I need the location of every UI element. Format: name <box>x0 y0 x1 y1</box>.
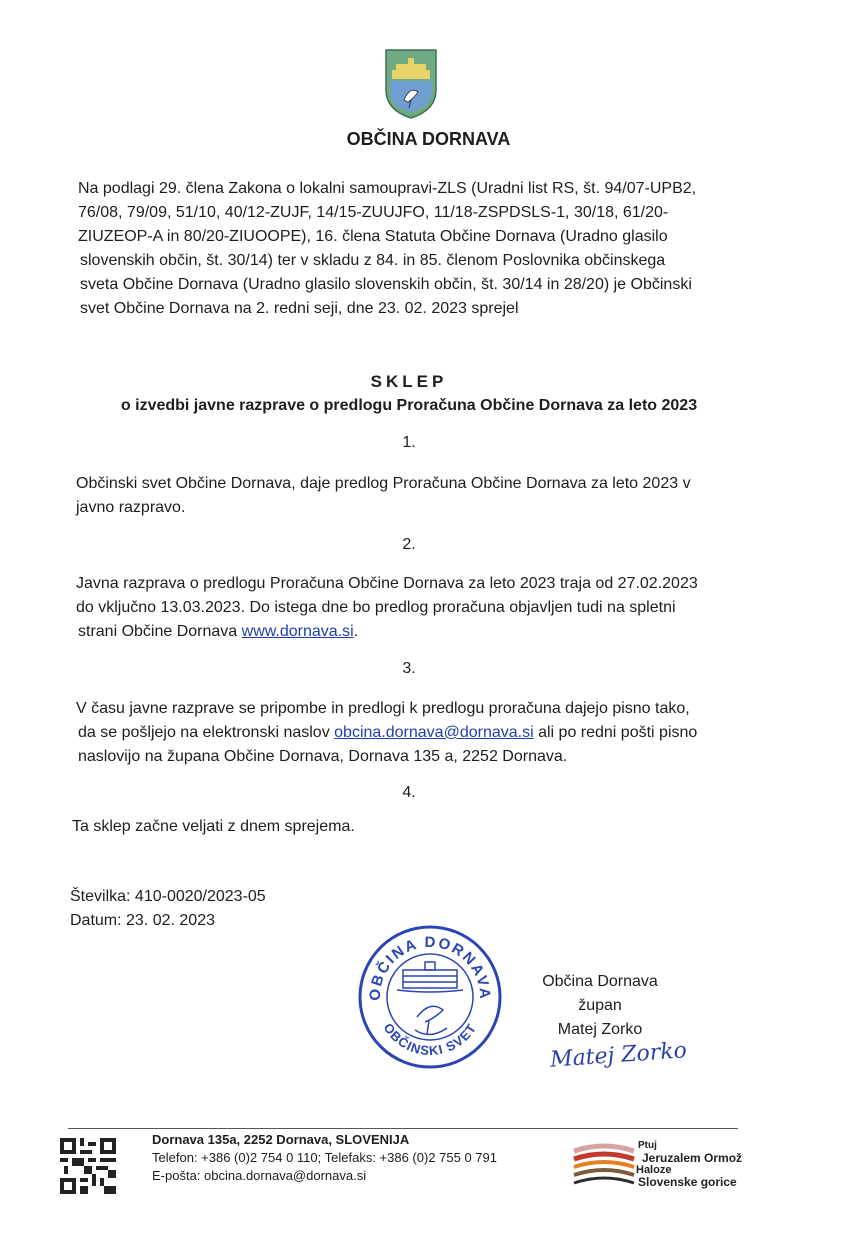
email-link[interactable]: obcina.dornava@dornava.si <box>334 724 534 741</box>
stamp-bottom-text: OBČINSKI SVET <box>380 1020 480 1059</box>
article-text: da se pošljejo na elektronski naslov <box>78 724 335 741</box>
article-line: V času javne razprave se pripombe in predlogi k predlogu proračuna dajejo pisno tako, <box>76 700 690 717</box>
municipality-title: OBČINA DORNAVA <box>346 129 511 149</box>
article-line: Občinski svet Občine Dornava, daje predlog Proračuna Občine Dornava za leto 2023 v <box>76 475 691 492</box>
article-number: 1. <box>402 434 416 451</box>
preamble-line: Na podlagi 29. člena Zakona o lokalni samoupravi-ZLS (Uradni list RS, št. 94/07-UPB2, <box>78 180 697 197</box>
signature-org: Občina Dornava <box>542 973 658 990</box>
official-stamp <box>355 922 505 1072</box>
brand-line: Jeruzalem Ormož <box>642 1151 743 1165</box>
article-body <box>76 697 806 769</box>
article-body <box>76 472 796 520</box>
footer-phone: Telefon: +386 (0)2 754 0 110; Telefaks: +386 (0)2 755 0 791 <box>152 1150 497 1165</box>
municipality-crest-icon <box>384 48 438 120</box>
article-number: 2. <box>402 536 416 553</box>
article-body <box>76 572 796 644</box>
preamble-line: slovenskih občin, št. 30/14) ter v skladu z 84. in 85. členom Poslovnika občinskega <box>80 252 666 269</box>
brand-text <box>634 1140 754 1188</box>
brand-line: Haloze <box>636 1164 672 1176</box>
signature-name: Matej Zorko <box>557 1021 643 1038</box>
article-line: Ta sklep začne veljati z dnem sprejema. <box>72 818 355 835</box>
article-line <box>76 620 796 644</box>
footer-email: E-pošta: obcina.dornava@dornava.si <box>152 1168 367 1183</box>
article-line: naslovijo na župana Občine Dornava, Dornava 135 a, 2252 Dornava. <box>78 748 568 765</box>
article-text: ali po redni pošti pisno <box>533 724 698 741</box>
article-text: strani Občine Dornava <box>78 623 242 640</box>
footer-address: Dornava 135a, 2252 Dornava, SLOVENIJA <box>152 1132 410 1147</box>
document-meta <box>70 885 390 933</box>
footer-divider <box>68 1128 738 1129</box>
handwritten-signature: Matej Zorko <box>549 1038 688 1073</box>
decision-subtitle: o izvedbi javne razprave o predlogu Proračuna Občine Dornava za leto 2023 <box>120 397 698 414</box>
article-number: 4. <box>402 784 416 801</box>
brand-line: Slovenske gorice <box>638 1175 737 1189</box>
article-line: Javna razprava o predlogu Proračuna Občine Dornava za leto 2023 traja od 27.02.2023 <box>76 575 698 592</box>
brand-logo-icon <box>572 1143 638 1189</box>
preamble <box>78 177 798 321</box>
signature-block <box>520 970 680 1042</box>
article-line: do vključno 13.03.2023. Do istega dne bo predlog proračuna objavljen tudi na spletni <box>76 599 676 616</box>
preamble-line: svet Občine Dornava na 2. redni seji, dne 23. 02. 2023 sprejel <box>80 300 519 317</box>
document-number: Številka: 410-0020/2023-05 <box>70 888 266 905</box>
signature-role: župan <box>578 997 622 1014</box>
article-text: . <box>353 623 359 640</box>
preamble-line: sveta Občine Dornava (Uradno glasilo slovenskih občin, št. 30/14 in 28/20) je Občinski <box>80 276 692 293</box>
footer-contact <box>152 1131 572 1185</box>
website-link[interactable]: www.dornava.si <box>241 623 354 640</box>
preamble-line: 76/08, 79/09, 51/10, 40/12-ZUJF, 14/15-ZUUJFO, 11/18-ZSPDSLS-1, 30/18, 61/20- <box>78 204 669 221</box>
preamble-line: ZIUZEOP-A in 80/20-ZIUOOPE), 16. člena Statuta Občine Dornava (Uradno glasilo <box>78 228 668 245</box>
document-date: Datum: 23. 02. 2023 <box>70 912 215 929</box>
article-line <box>76 721 806 745</box>
article-line: javno razpravo. <box>76 499 186 516</box>
article-number: 3. <box>402 660 416 677</box>
brand-line: Ptuj <box>638 1140 657 1151</box>
article-body <box>72 815 792 839</box>
qr-code-icon <box>60 1138 116 1194</box>
decision-title: SKLEP <box>370 372 448 391</box>
stamp-top-text: OBČINA DORNAVA <box>366 933 494 1002</box>
